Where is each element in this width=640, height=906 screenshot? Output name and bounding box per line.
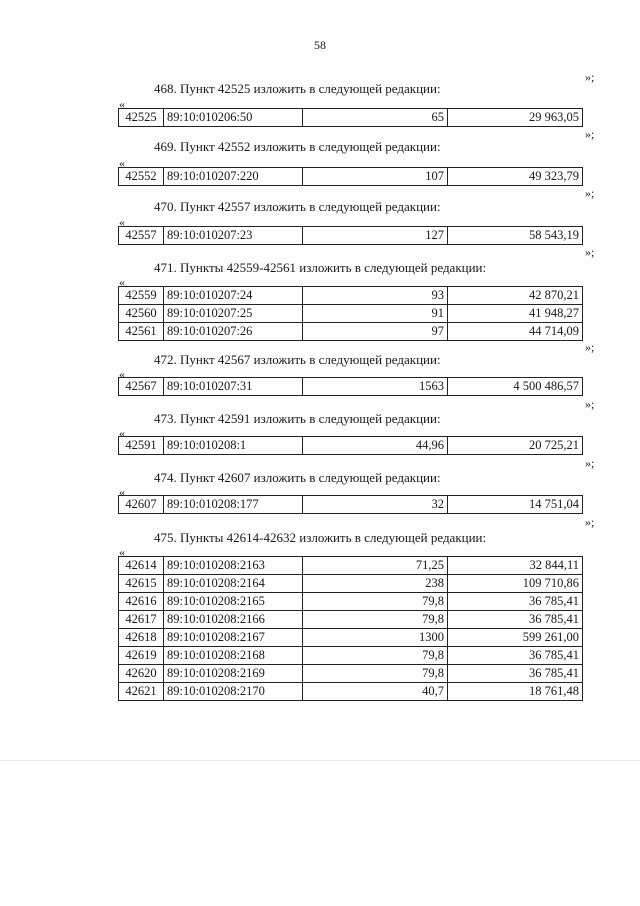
area-cell: 79,8 <box>303 647 448 665</box>
value-cell: 18 761,48 <box>448 683 583 701</box>
area-cell: 65 <box>303 109 448 127</box>
closing-quote: »; <box>585 70 595 84</box>
table-row <box>119 611 583 629</box>
item-number-cell: 42616 <box>119 593 164 611</box>
value-cell: 29 963,05 <box>448 109 583 127</box>
table-row <box>119 647 583 665</box>
value-cell: 20 725,21 <box>448 437 583 455</box>
data-table <box>118 226 583 245</box>
table-row <box>119 665 583 683</box>
value-cell: 599 261,00 <box>448 629 583 647</box>
cadastral-number-cell: 89:10:010208:2167 <box>164 629 303 647</box>
closing-quote: »; <box>585 515 595 529</box>
data-table <box>118 167 583 186</box>
section-heading: 470. Пункт 42557 изложить в следующей редакции: <box>154 199 441 214</box>
closing-quote: »; <box>585 340 595 354</box>
value-cell: 14 751,04 <box>448 496 583 514</box>
table-row <box>119 593 583 611</box>
closing-quote: »; <box>585 127 595 141</box>
item-number-cell: 42619 <box>119 647 164 665</box>
table-row <box>119 378 583 396</box>
cadastral-number-cell: 89:10:010208:2170 <box>164 683 303 701</box>
value-cell: 44 714,09 <box>448 323 583 341</box>
blank-page-area <box>0 760 640 906</box>
area-cell: 40,7 <box>303 683 448 701</box>
value-cell: 109 710,86 <box>448 575 583 593</box>
value-cell: 36 785,41 <box>448 647 583 665</box>
area-cell: 97 <box>303 323 448 341</box>
cadastral-number-cell: 89:10:010207:23 <box>164 227 303 245</box>
table-row <box>119 227 583 245</box>
section-heading: 468. Пункт 42525 изложить в следующей редакции: <box>154 81 441 96</box>
table-row <box>119 437 583 455</box>
table-row <box>119 305 583 323</box>
section-heading: 469. Пункт 42552 изложить в следующей редакции: <box>154 139 441 154</box>
item-number-cell: 42607 <box>119 496 164 514</box>
item-number-cell: 42591 <box>119 437 164 455</box>
table-row <box>119 323 583 341</box>
item-number-cell: 42561 <box>119 323 164 341</box>
item-number-cell: 42615 <box>119 575 164 593</box>
cadastral-number-cell: 89:10:010208:1 <box>164 437 303 455</box>
cadastral-number-cell: 89:10:010208:177 <box>164 496 303 514</box>
cadastral-number-cell: 89:10:010207:24 <box>164 287 303 305</box>
table-row <box>119 496 583 514</box>
item-number-cell: 42525 <box>119 109 164 127</box>
item-number-cell: 42621 <box>119 683 164 701</box>
cadastral-number-cell: 89:10:010207:220 <box>164 168 303 186</box>
table-row <box>119 629 583 647</box>
opening-quote: « <box>119 156 125 170</box>
area-cell: 91 <box>303 305 448 323</box>
data-table <box>118 377 583 396</box>
item-number-cell: 42560 <box>119 305 164 323</box>
closing-quote: »; <box>585 456 595 470</box>
area-cell: 44,96 <box>303 437 448 455</box>
area-cell: 107 <box>303 168 448 186</box>
area-cell: 1300 <box>303 629 448 647</box>
section-heading: 473. Пункт 42591 изложить в следующей редакции: <box>154 411 441 426</box>
data-table <box>118 436 583 455</box>
opening-quote: « <box>119 485 125 499</box>
cadastral-number-cell: 89:10:010207:31 <box>164 378 303 396</box>
data-table <box>118 556 583 701</box>
area-cell: 79,8 <box>303 593 448 611</box>
table-row <box>119 575 583 593</box>
table-row <box>119 109 583 127</box>
cadastral-number-cell: 89:10:010208:2165 <box>164 593 303 611</box>
item-number-cell: 42614 <box>119 557 164 575</box>
opening-quote: « <box>119 545 125 559</box>
cadastral-number-cell: 89:10:010208:2164 <box>164 575 303 593</box>
section-heading: 471. Пункты 42559-42561 изложить в следующей редакции: <box>154 260 487 275</box>
item-number-cell: 42618 <box>119 629 164 647</box>
cadastral-number-cell: 89:10:010208:2166 <box>164 611 303 629</box>
item-number-cell: 42559 <box>119 287 164 305</box>
opening-quote: « <box>119 367 125 381</box>
item-number-cell: 42567 <box>119 378 164 396</box>
data-table <box>118 495 583 514</box>
closing-quote: »; <box>585 186 595 200</box>
cadastral-number-cell: 89:10:010208:2163 <box>164 557 303 575</box>
cadastral-number-cell: 89:10:010207:25 <box>164 305 303 323</box>
value-cell: 32 844,11 <box>448 557 583 575</box>
area-cell: 93 <box>303 287 448 305</box>
page-number: 58 <box>314 38 326 52</box>
table-row <box>119 557 583 575</box>
value-cell: 41 948,27 <box>448 305 583 323</box>
item-number-cell: 42557 <box>119 227 164 245</box>
section-heading: 474. Пункт 42607 изложить в следующей редакции: <box>154 470 441 485</box>
section-heading: 475. Пункты 42614-42632 изложить в следующей редакции: <box>154 530 487 545</box>
opening-quote: « <box>119 215 125 229</box>
data-table <box>118 108 583 127</box>
value-cell: 49 323,79 <box>448 168 583 186</box>
value-cell: 4 500 486,57 <box>448 378 583 396</box>
value-cell: 36 785,41 <box>448 611 583 629</box>
area-cell: 71,25 <box>303 557 448 575</box>
area-cell: 79,8 <box>303 611 448 629</box>
item-number-cell: 42620 <box>119 665 164 683</box>
item-number-cell: 42617 <box>119 611 164 629</box>
area-cell: 32 <box>303 496 448 514</box>
cadastral-number-cell: 89:10:010208:2168 <box>164 647 303 665</box>
value-cell: 58 543,19 <box>448 227 583 245</box>
area-cell: 1563 <box>303 378 448 396</box>
closing-quote: »; <box>585 245 595 259</box>
cadastral-number-cell: 89:10:010208:2169 <box>164 665 303 683</box>
closing-quote: »; <box>585 397 595 411</box>
data-table <box>118 286 583 341</box>
cadastral-number-cell: 89:10:010207:26 <box>164 323 303 341</box>
area-cell: 238 <box>303 575 448 593</box>
area-cell: 79,8 <box>303 665 448 683</box>
value-cell: 36 785,41 <box>448 593 583 611</box>
section-heading: 472. Пункт 42567 изложить в следующей редакции: <box>154 352 441 367</box>
opening-quote: « <box>119 97 125 111</box>
value-cell: 42 870,21 <box>448 287 583 305</box>
area-cell: 127 <box>303 227 448 245</box>
opening-quote: « <box>119 275 125 289</box>
item-number-cell: 42552 <box>119 168 164 186</box>
opening-quote: « <box>119 426 125 440</box>
table-row <box>119 168 583 186</box>
value-cell: 36 785,41 <box>448 665 583 683</box>
cadastral-number-cell: 89:10:010206:50 <box>164 109 303 127</box>
table-row <box>119 683 583 701</box>
table-row <box>119 287 583 305</box>
